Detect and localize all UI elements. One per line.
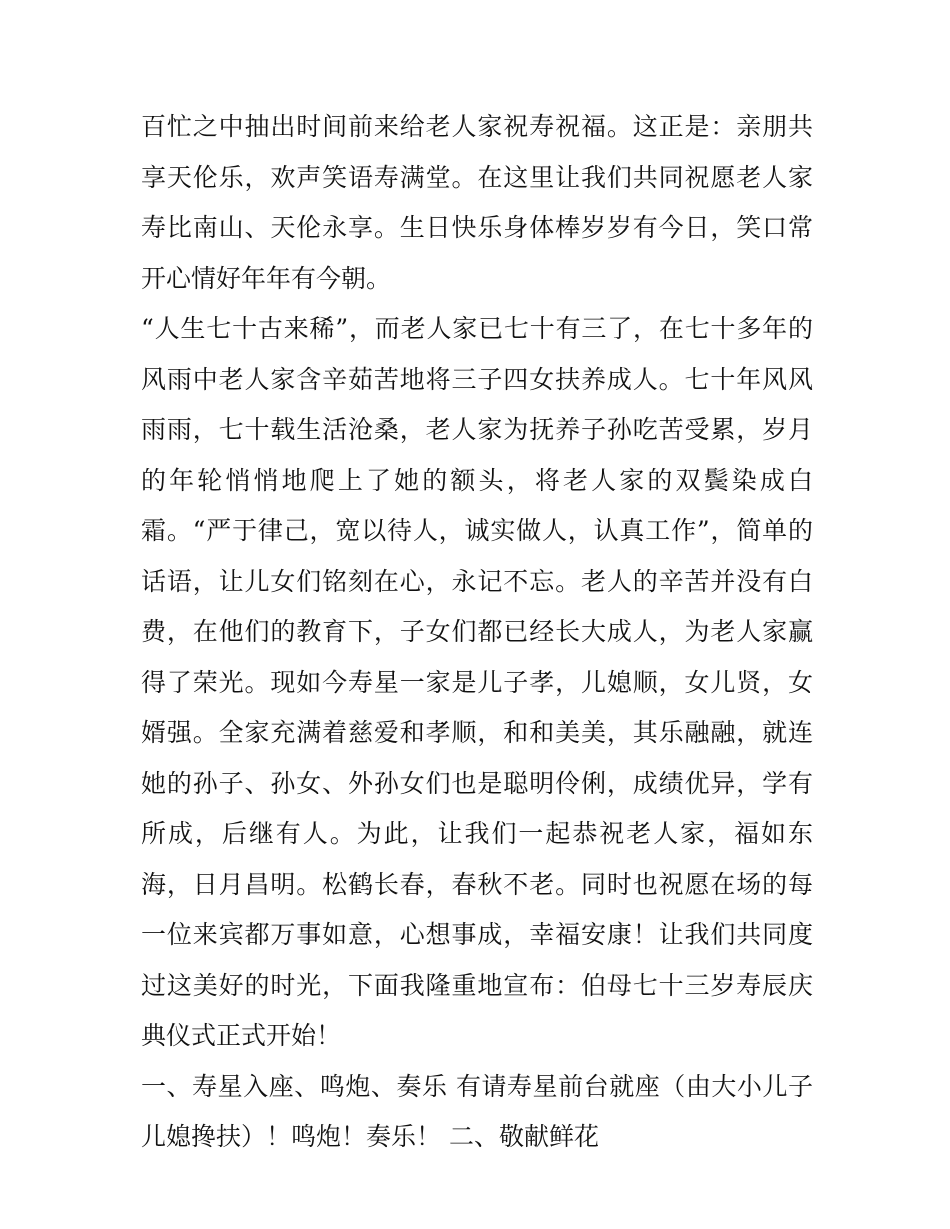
document-body	[141, 102, 813, 1163]
paragraph-greeting: 百忙之中抽出时间前来给老人家祝寿祝福。这正是：亲朋共享天伦乐，欢声笑语寿满堂。在这里让我们共同祝愿老人家寿比南山、天伦永享。生日快乐身体棒岁岁有今日，笑口常开心情好年年有今朝。	[141, 112, 813, 293]
paragraph-ceremony: 一、寿星入座、鸣炮、奏乐 有请寿星前台就座（由大小儿子儿媳搀扶）！鸣炮！奏乐！ 二、敬献鲜花	[141, 1071, 813, 1151]
paragraph-tribute: “人生七十古来稀”，而老人家已七十有三了，在七十多年的风雨中老人家含辛茹苦地将三子四女扶养成人。七十年风风雨雨，七十载生活沧桑，老人家为抚养子孙吃苦受累，岁月的年轮悄悄地爬上了她的额头，将老人家的双鬓染成白霜。“严于律己，宽以待人，诚实做人，认真工作”，简单的话语，让儿女们铭刻在心，永记不忘。老人的辛苦并没有白费，在他们的教育下，子女们都已经长大成人，为老人家赢得了荣光。现如今寿星一家是儿子孝，儿媳顺，女儿贤，女婿强。全家充满着慈爱和孝顺，和和美美，其乐融融，就连她的孙子、孙女、外孙女们也是聪明伶俐，成绩优异，学有所成，后继有人。为此，让我们一起恭祝老人家，福如东海，日月昌明。松鹤长春，春秋不老。同时也祝愿在场的每一位来宾都万事如意，心想事成，幸福安康！让我们共同度过这美好的时光，下面我隆重地宣布：伯母七十三岁寿辰庆典仪式正式开始！	[141, 314, 813, 1050]
